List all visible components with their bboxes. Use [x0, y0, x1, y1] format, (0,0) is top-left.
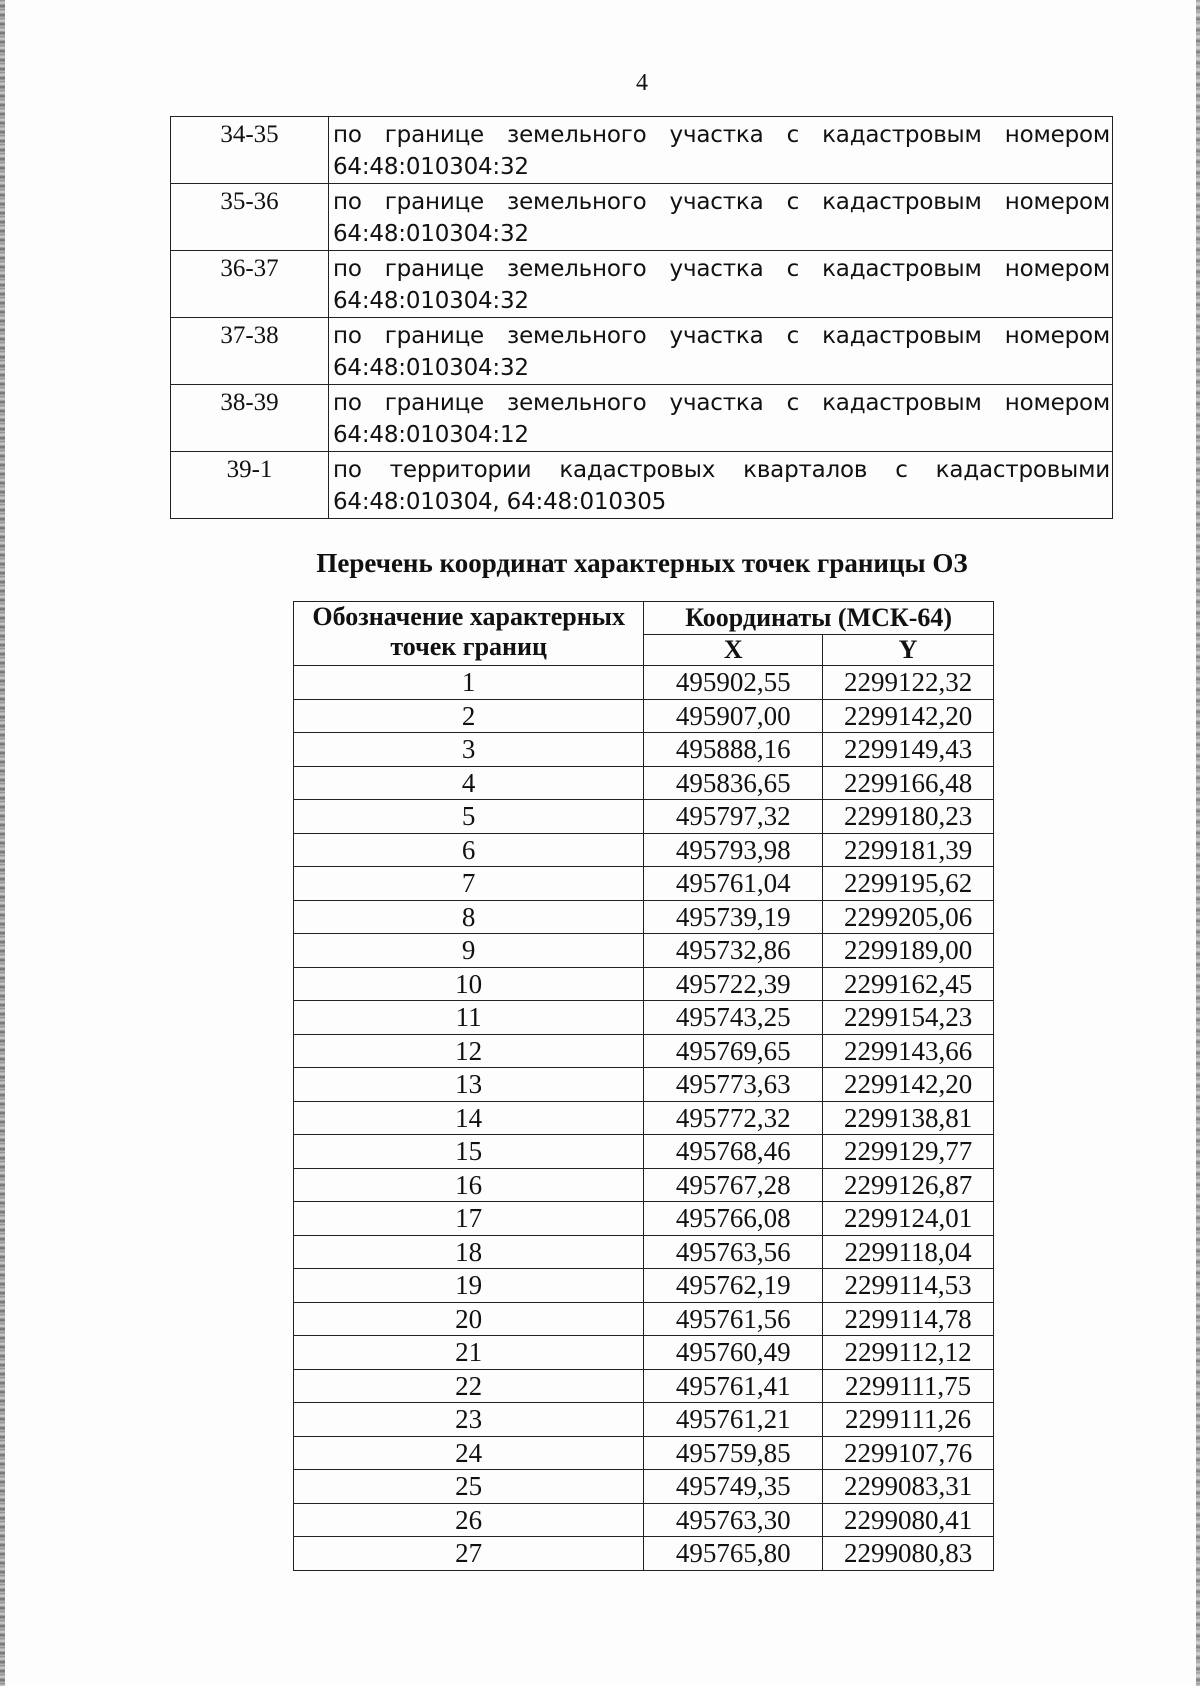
x-coordinate-cell: 495902,55 — [644, 666, 823, 700]
y-coordinate-cell: 2299205,06 — [823, 900, 994, 934]
x-coordinate-cell: 495767,28 — [644, 1168, 823, 1202]
point-id-cell: 3 — [294, 733, 644, 767]
y-coordinate-cell: 2299162,45 — [823, 967, 994, 1001]
x-coordinate-cell: 495762,19 — [644, 1269, 823, 1303]
y-coordinate-cell: 2299149,43 — [823, 733, 994, 767]
y-coordinate-cell: 2299138,81 — [823, 1101, 994, 1135]
table-row — [294, 1470, 994, 1504]
x-coordinate-cell: 495907,00 — [644, 699, 823, 733]
route-segment-description — [329, 318, 1113, 385]
route-segment-id: 37-38 — [171, 318, 329, 385]
description-line-1: по территории кадастровых кварталов с кадастровыми — [333, 457, 1110, 483]
x-coordinate-cell: 495761,41 — [644, 1369, 823, 1403]
y-coordinate-cell: 2299181,39 — [823, 833, 994, 867]
table-row — [294, 833, 994, 867]
x-coordinate-cell: 495763,56 — [644, 1235, 823, 1269]
description-line-1: по границе земельного участка с кадастровым номером — [333, 256, 1110, 282]
point-id-cell: 27 — [294, 1537, 644, 1571]
x-coordinate-cell: 495761,21 — [644, 1403, 823, 1437]
table-row — [294, 1369, 994, 1403]
x-coordinate-cell: 495761,56 — [644, 1302, 823, 1336]
y-coordinate-cell: 2299111,26 — [823, 1403, 994, 1437]
table-row — [294, 1403, 994, 1437]
y-coordinate-cell: 2299129,77 — [823, 1135, 994, 1169]
coordinates-group-header: Координаты (МСК-64) — [644, 602, 994, 635]
table-row — [294, 934, 994, 968]
point-id-cell: 20 — [294, 1302, 644, 1336]
x-coordinate-cell: 495765,80 — [644, 1537, 823, 1571]
x-coordinate-cell: 495766,08 — [644, 1202, 823, 1236]
point-id-cell: 7 — [294, 867, 644, 901]
table-row — [294, 1068, 994, 1102]
route-segment-description — [329, 251, 1113, 318]
y-coordinate-cell: 2299124,01 — [823, 1202, 994, 1236]
table-row — [294, 1436, 994, 1470]
table-row — [294, 666, 994, 700]
point-id-cell: 5 — [294, 800, 644, 834]
route-segment-description — [329, 117, 1113, 184]
description-line-2: 64:48:010304:32 — [333, 355, 529, 381]
table-row — [294, 1001, 994, 1035]
route-row — [171, 452, 1113, 519]
x-coordinate-cell: 495732,86 — [644, 934, 823, 968]
route-row — [171, 251, 1113, 318]
scan-edge-left — [0, 0, 5, 1686]
point-id-cell: 10 — [294, 967, 644, 1001]
x-coordinate-cell: 495761,04 — [644, 867, 823, 901]
y-coordinate-cell: 2299080,41 — [823, 1503, 994, 1537]
point-id-cell: 2 — [294, 699, 644, 733]
route-row — [171, 318, 1113, 385]
x-coordinate-cell: 495793,98 — [644, 833, 823, 867]
route-segment-description — [329, 385, 1113, 452]
x-coordinate-cell: 495722,39 — [644, 967, 823, 1001]
point-id-cell: 13 — [294, 1068, 644, 1102]
x-coordinate-cell: 495749,35 — [644, 1470, 823, 1504]
description-line-1: по границе земельного участка с кадастровым номером — [333, 323, 1110, 349]
table-row — [294, 1235, 994, 1269]
y-coordinate-cell: 2299111,75 — [823, 1369, 994, 1403]
y-coordinate-cell: 2299107,76 — [823, 1436, 994, 1470]
route-row — [171, 117, 1113, 184]
table-row — [294, 867, 994, 901]
y-coordinate-cell: 2299083,31 — [823, 1470, 994, 1504]
route-segment-id: 35-36 — [171, 184, 329, 251]
x-coordinate-cell: 495836,65 — [644, 766, 823, 800]
y-header: Y — [823, 635, 994, 666]
y-coordinate-cell: 2299142,20 — [823, 699, 994, 733]
point-name-header: Обозначение характерных точек границ — [294, 602, 644, 666]
x-coordinate-cell: 495759,85 — [644, 1436, 823, 1470]
table-row — [294, 1202, 994, 1236]
point-id-cell: 23 — [294, 1403, 644, 1437]
y-coordinate-cell: 2299195,62 — [823, 867, 994, 901]
table-row — [294, 1034, 994, 1068]
point-id-cell: 19 — [294, 1269, 644, 1303]
description-line-1: по границе земельного участка с кадастровым номером — [333, 390, 1110, 416]
point-id-cell: 12 — [294, 1034, 644, 1068]
point-id-cell: 26 — [294, 1503, 644, 1537]
table-row — [294, 1537, 994, 1571]
table-row — [294, 967, 994, 1001]
description-line-2: 64:48:010304:32 — [333, 154, 529, 180]
route-segment-id: 39-1 — [171, 452, 329, 519]
table-row — [294, 1101, 994, 1135]
point-id-cell: 21 — [294, 1336, 644, 1370]
table-row — [294, 1135, 994, 1169]
point-id-cell: 16 — [294, 1168, 644, 1202]
route-segment-description — [329, 184, 1113, 251]
point-id-cell: 22 — [294, 1369, 644, 1403]
y-coordinate-cell: 2299080,83 — [823, 1537, 994, 1571]
x-coordinate-cell: 495743,25 — [644, 1001, 823, 1035]
route-segment-description — [329, 452, 1113, 519]
x-coordinate-cell: 495772,32 — [644, 1101, 823, 1135]
x-coordinate-cell: 495763,30 — [644, 1503, 823, 1537]
description-line-1: по границе земельного участка с кадастровым номером — [333, 122, 1110, 148]
point-id-cell: 4 — [294, 766, 644, 800]
table-row — [294, 1336, 994, 1370]
table-row — [294, 900, 994, 934]
x-coordinate-cell: 495773,63 — [644, 1068, 823, 1102]
route-segment-id: 38-39 — [171, 385, 329, 452]
y-coordinate-cell: 2299154,23 — [823, 1001, 994, 1035]
point-id-cell: 18 — [294, 1235, 644, 1269]
x-coordinate-cell: 495739,19 — [644, 900, 823, 934]
description-line-2: 64:48:010304:32 — [333, 221, 529, 247]
table-row — [294, 1168, 994, 1202]
point-id-cell: 11 — [294, 1001, 644, 1035]
description-line-1: по границе земельного участка с кадастровым номером — [333, 189, 1110, 215]
table-row — [294, 699, 994, 733]
y-coordinate-cell: 2299166,48 — [823, 766, 994, 800]
x-coordinate-cell: 495769,65 — [644, 1034, 823, 1068]
table-row — [294, 800, 994, 834]
description-line-2: 64:48:010304:12 — [333, 422, 529, 448]
table-row — [294, 766, 994, 800]
point-id-cell: 17 — [294, 1202, 644, 1236]
description-line-2: 64:48:010304:32 — [333, 288, 529, 314]
page-number: 4 — [636, 70, 648, 96]
point-id-cell: 1 — [294, 666, 644, 700]
y-coordinate-cell: 2299142,20 — [823, 1068, 994, 1102]
coords-heading: Перечень координат характерных точек границы ОЗ — [316, 548, 968, 578]
x-coordinate-cell: 495760,49 — [644, 1336, 823, 1370]
point-id-cell: 9 — [294, 934, 644, 968]
x-coordinate-cell: 495768,46 — [644, 1135, 823, 1169]
x-coordinate-cell: 495797,32 — [644, 800, 823, 834]
route-segments-table — [170, 116, 1113, 519]
x-coordinate-cell: 495888,16 — [644, 733, 823, 767]
table-row — [294, 1503, 994, 1537]
route-row — [171, 184, 1113, 251]
route-segment-id: 36-37 — [171, 251, 329, 318]
point-id-cell: 24 — [294, 1436, 644, 1470]
coordinates-table — [293, 601, 994, 1571]
point-id-cell: 6 — [294, 833, 644, 867]
y-coordinate-cell: 2299189,00 — [823, 934, 994, 968]
y-coordinate-cell: 2299122,32 — [823, 666, 994, 700]
description-line-2: 64:48:010304, 64:48:010305 — [333, 489, 667, 515]
y-coordinate-cell: 2299114,78 — [823, 1302, 994, 1336]
y-coordinate-cell: 2299126,87 — [823, 1168, 994, 1202]
route-row — [171, 385, 1113, 452]
x-header: X — [644, 635, 823, 666]
point-id-cell: 15 — [294, 1135, 644, 1169]
y-coordinate-cell: 2299114,53 — [823, 1269, 994, 1303]
scan-edge-right — [1196, 0, 1200, 1686]
table-row — [294, 1302, 994, 1336]
y-coordinate-cell: 2299143,66 — [823, 1034, 994, 1068]
point-id-cell: 25 — [294, 1470, 644, 1504]
table-row — [294, 733, 994, 767]
point-id-cell: 14 — [294, 1101, 644, 1135]
route-segment-id: 34-35 — [171, 117, 329, 184]
y-coordinate-cell: 2299118,04 — [823, 1235, 994, 1269]
point-id-cell: 8 — [294, 900, 644, 934]
y-coordinate-cell: 2299112,12 — [823, 1336, 994, 1370]
table-row — [294, 1269, 994, 1303]
y-coordinate-cell: 2299180,23 — [823, 800, 994, 834]
